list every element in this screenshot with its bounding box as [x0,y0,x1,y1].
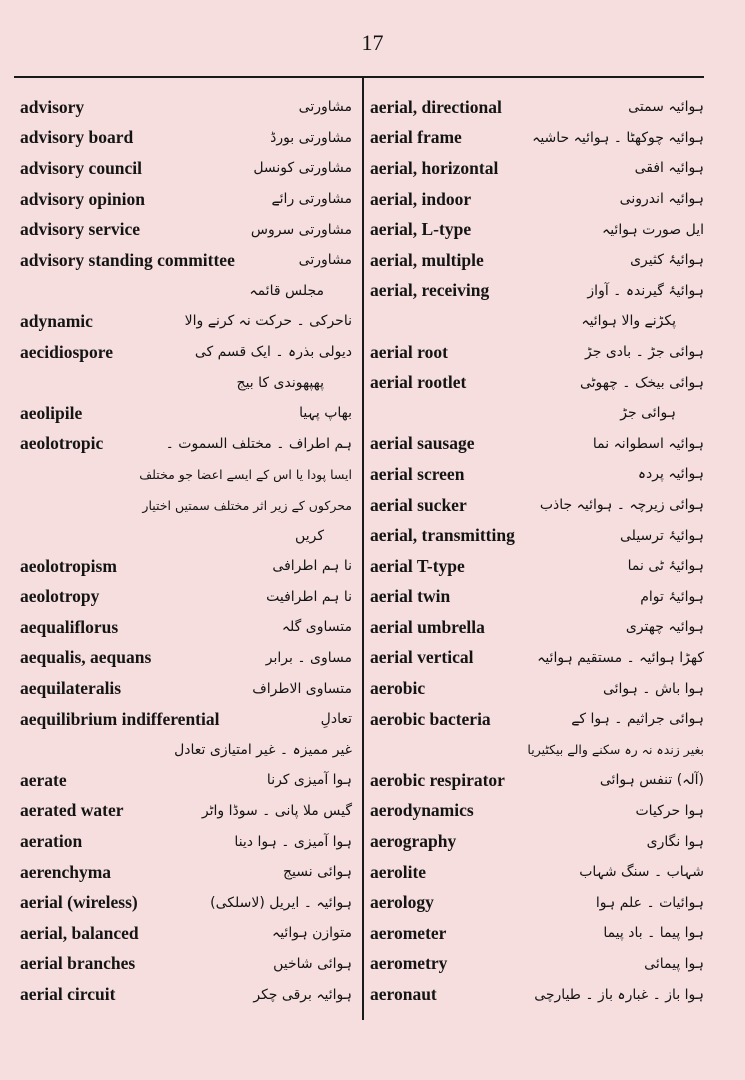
entry-term: advisory service [20,219,141,240]
entry-term: advisory standing committee [20,249,235,270]
entry-gloss: مشاورتی کونسل [253,160,352,177]
entry-term: aerolite [370,861,427,882]
entry-gloss: ہوائی زیرچہ ۔ ہوائیہ جاذب [539,497,704,514]
entry-term: aerenchyma [20,861,112,882]
right-entry [370,857,704,888]
left-entry [20,92,352,123]
entry-gloss: ہوا نگاری [646,833,704,850]
entry-gloss: ہوا آمیزی ۔ ہوا دینا [234,833,352,850]
entry-gloss-continuation: ہوائی جڑ [620,405,676,422]
left-entry [20,367,352,398]
left-entry [20,276,352,307]
entry-term: aerobic bacteria [370,708,491,729]
entry-gloss: ہوائیات ۔ علم ہوا [595,894,704,911]
entry-term: aerial root [370,341,448,362]
entry-gloss: ہوائیہ ۔ ایریل (لاسلکی) [210,894,352,911]
left-entry [20,979,352,1010]
entry-term: aeolotropism [20,555,117,576]
entry-gloss: مشاورتی بورڈ [270,129,352,146]
entry-term: aerial, receiving [370,280,490,301]
left-entry [20,643,352,674]
entry-gloss: ہوا پیما ۔ باد پیما [603,925,704,942]
left-entry [20,214,352,245]
right-entry [370,949,704,980]
entry-gloss: ہوا باز ۔ غبارہ باز ۔ طیارچی [534,986,704,1003]
entry-gloss: ہوائیہ چوکھٹا ۔ ہوائیہ حاشیہ [532,129,704,146]
left-entry [20,582,352,613]
left-entry [20,306,352,337]
top-rule [14,76,704,78]
entry-term: aerography [370,831,457,852]
right-entry [370,184,704,215]
right-entry [370,796,704,827]
left-entry [20,459,352,490]
left-entry [20,245,352,276]
entry-term: aerated water [20,800,124,821]
entry-gloss: نا ہم اطرافی [272,558,352,575]
right-entry [370,92,704,123]
page-number: 17 [361,30,384,55]
entry-term: adynamic [20,310,93,331]
right-entry [370,306,704,337]
entry-term: aerial, indoor [370,188,472,209]
right-entry [370,398,704,429]
entry-term: aerobic respirator [370,769,505,790]
entry-gloss-continuation: غیر ممیزہ ۔ غیر امتیازی تعادل [174,741,352,758]
right-entry [370,643,704,674]
entry-term: aerial circuit [20,984,116,1005]
left-entry [20,857,352,888]
entry-gloss: ہوائیۂ کثیری [630,252,704,269]
entry-gloss: کھڑا ہوائیہ ۔ مستقیم ہوائیہ [537,649,704,666]
entry-term: aeronaut [370,984,437,1005]
entry-term: aerial, horizontal [370,157,499,178]
right-entry [370,367,704,398]
left-entry [20,734,352,765]
entry-term: aerial, balanced [20,922,139,943]
entry-gloss: ہوائیہ اسطوانہ نما [592,435,704,452]
right-entry [370,979,704,1010]
entry-term: aerial rootlet [370,372,467,393]
left-entry [20,337,352,368]
right-entry [370,459,704,490]
left-column [20,92,352,1010]
entry-term: aequaliflorus [20,616,119,637]
entry-gloss: مشاورتی رائے [271,191,352,208]
entry-gloss: ہوائیۂ توام [640,588,704,605]
right-entry [370,337,704,368]
entry-gloss: ہوائیہ سمتی [628,99,704,116]
entry-gloss: ایل صورت ہوائیہ [602,221,704,238]
entry-term: aerial T-type [370,555,465,576]
left-entry [20,123,352,154]
left-entry [20,826,352,857]
entry-gloss: ہوائی جڑ ۔ بادی جڑ [584,344,704,361]
entry-term: aerial branches [20,953,136,974]
entry-term: aeolipile [20,402,83,423]
entry-gloss-continuation: ایسا پودا یا اس کے ایسے اعضا جو مختلف [139,466,352,482]
entry-gloss: (آلہ) تنفس ہوائی [599,772,704,789]
left-entry [20,153,352,184]
left-entry [20,887,352,918]
entry-term: aecidiospore [20,341,114,362]
entry-term: advisory [20,96,85,117]
entry-gloss-continuation: محرکوں کے زیر اثر مختلف سمتیں اختیار [142,497,352,513]
entry-gloss: متساوی گلہ [281,619,352,636]
entry-gloss: ہوائیہ افقی [634,160,704,177]
entry-gloss: ہوائی نسیج [283,864,352,881]
entry-term: aerial sucker [370,494,467,515]
right-entry [370,765,704,796]
entry-gloss: ہوائیہ اندرونی [619,191,704,208]
entry-gloss: ہوا باش ۔ ہوائی [602,680,704,697]
right-entry [370,153,704,184]
entry-term: advisory opinion [20,188,145,209]
left-entry [20,429,352,460]
entry-gloss-continuation: کریں [295,527,324,544]
left-entry [20,551,352,582]
entry-gloss: ہوا پیمائی [644,955,704,972]
right-entry [370,582,704,613]
entry-gloss-continuation: بغیر زندہ نہ رہ سکنے والے بیکٹیریا [527,742,704,758]
entry-gloss: مشاورتی [298,99,352,116]
right-entry [370,612,704,643]
right-entry [370,551,704,582]
right-entry [370,826,704,857]
entry-term: aerometry [370,953,448,974]
right-entry [370,918,704,949]
right-entry [370,520,704,551]
entry-term: aerial (wireless) [20,892,138,913]
right-entry [370,123,704,154]
entry-gloss: شہاب ۔ سنگ شہاب [579,864,704,881]
entry-term: aequilibrium indifferential [20,708,220,729]
left-entry [20,184,352,215]
entry-term: advisory council [20,157,143,178]
entry-gloss: ہوائیۂ گیرندہ ۔ آواز [587,282,704,299]
entry-gloss: ہوا آمیزی کرنا [266,772,352,789]
entry-term: aerial frame [370,127,462,148]
left-entry [20,398,352,429]
right-entry [370,276,704,307]
entry-term: aerial, multiple [370,249,484,270]
entry-term: aerial umbrella [370,616,485,637]
entry-term: aerial sausage [370,433,475,454]
entry-gloss: دیولی بذرہ ۔ ایک قسم کی [194,344,352,361]
left-entry [20,765,352,796]
entry-gloss: ہوائی بیخک ۔ چھوٹی [579,374,704,391]
entry-gloss: ناحرکی ۔ حرکت نہ کرنے والا [184,313,352,330]
entry-term: aerial, L-type [370,219,472,240]
left-entry [20,520,352,551]
right-entry [370,429,704,460]
right-column [370,92,704,1010]
entry-term: aequilateralis [20,678,122,699]
entry-term: aerometer [370,922,447,943]
entry-gloss-continuation: پکڑنے والا ہوائیہ [581,313,676,330]
entry-term: aeolotropic [20,433,104,454]
entry-gloss: مشاورتی [298,252,352,269]
entry-gloss: متساوی الاطراف [252,680,352,697]
entry-term: aerobic [370,678,426,699]
entry-gloss: بھاپ پہیا [299,405,352,422]
right-entry [370,245,704,276]
entry-gloss: ہوائیہ برقی چکر [253,986,352,1003]
entry-term: aequalis, aequans [20,647,152,668]
left-entry [20,918,352,949]
entry-gloss-continuation: پھپھوندی کا بیج [236,374,324,391]
entry-gloss: ہم اطراف ۔ مختلف السموت ۔ [165,435,352,452]
entry-gloss: ہوائیۂ ٹی نما [627,558,704,575]
entry-term: aerial vertical [370,647,474,668]
entry-term: aerology [370,892,434,913]
left-entry [20,796,352,827]
entry-gloss: ہوائیہ پردہ [637,466,704,483]
right-entry [370,490,704,521]
entry-term: aeolotropy [20,586,100,607]
entry-gloss: ہوا حرکیات [635,802,704,819]
left-entry [20,673,352,704]
right-entry [370,734,704,765]
entry-term: aerial screen [370,463,465,484]
entry-gloss: تعادلِ [320,711,352,728]
entry-gloss-continuation: مجلس قائمہ [249,282,324,299]
column-divider [362,77,364,1020]
right-entry [370,214,704,245]
entry-gloss: متوازن ہوائیہ [272,925,352,942]
entry-gloss: ہوائیہ چھتری [625,619,704,636]
right-entry [370,887,704,918]
left-entry [20,490,352,521]
entry-gloss: ہوائیۂ ترسیلی [620,527,704,544]
entry-gloss: مساوی ۔ برابر [265,649,352,666]
right-entry [370,704,704,735]
entry-term: aerial, directional [370,96,502,117]
entry-term: aerate [20,769,67,790]
entry-term: aeration [20,831,83,852]
entry-term: aerial twin [370,586,451,607]
entry-gloss: مشاورتی سروس [250,221,352,238]
left-entry [20,704,352,735]
entry-term: aerial, transmitting [370,525,515,546]
entry-gloss: گیس ملا پانی ۔ سوڈا واٹر [201,802,352,819]
left-entry [20,612,352,643]
entry-gloss: ہوائی جراثیم ۔ ہوا کے [571,711,704,728]
entry-term: aerodynamics [370,800,474,821]
entry-gloss: ہوائی شاخیں [273,955,352,972]
entry-term: advisory board [20,127,134,148]
entry-gloss: نا ہم اطرافیت [266,588,352,605]
right-entry [370,673,704,704]
left-entry [20,949,352,980]
